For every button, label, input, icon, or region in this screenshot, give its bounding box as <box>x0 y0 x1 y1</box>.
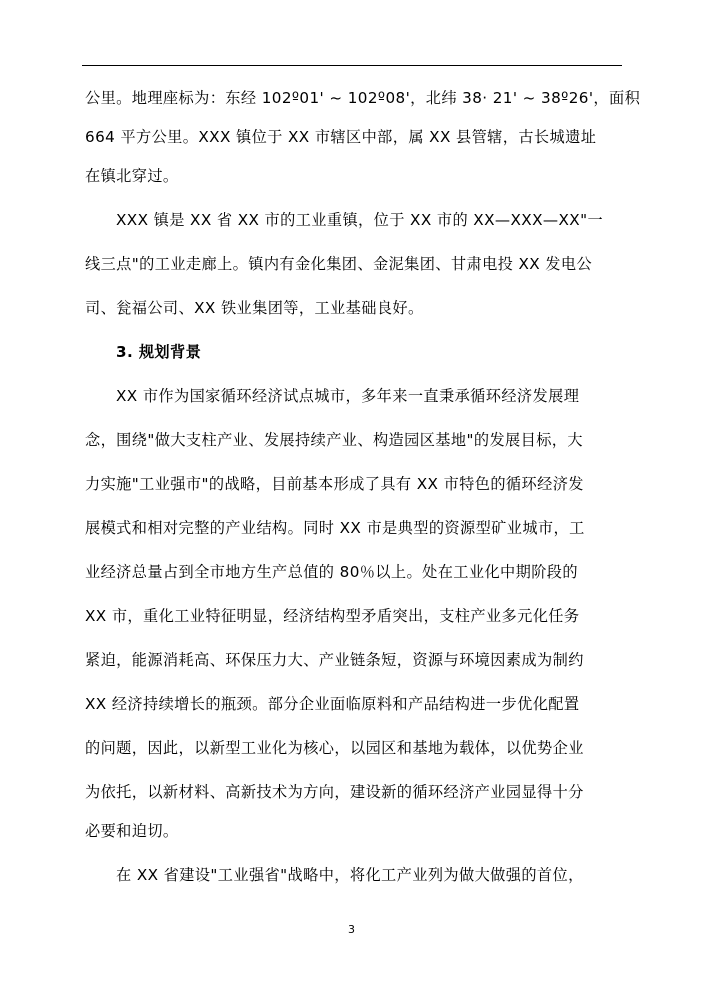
paragraph-3-line-11: 必要和迫切。 <box>85 822 179 840</box>
paragraph-3-line-8: XX 经济持续增长的瓶颈。部分企业面临原料和产品结构进一步优化配置 <box>85 695 580 713</box>
paragraph-3-line-4: 展模式和相对完整的产业结构。同时 XX 市是典型的资源型矿业城市，工 <box>85 519 585 537</box>
paragraph-3-line-3: 力实施"工业强市"的战略，目前基本形成了具有 XX 市特色的循环经济发 <box>85 475 584 493</box>
header-rule <box>82 65 622 66</box>
paragraph-1-line-3: 在镇北穿过。 <box>85 167 179 185</box>
paragraph-3-line-1: XX 市作为国家循环经济试点城市，多年来一直秉承循环经济发展理 <box>116 387 580 405</box>
paragraph-2-line-3: 司、瓮福公司、XX 铁业集团等，工业基础良好。 <box>85 299 424 317</box>
section-heading: 3. 规划背景 <box>116 343 202 361</box>
paragraph-4-line-1: 在 XX 省建设"工业强省"战略中，将化工产业列为做大做强的首位， <box>116 866 584 884</box>
page-number: 3 <box>348 923 355 936</box>
paragraph-3-line-6: XX 市，重化工业特征明显，经济结构型矛盾突出，支柱产业多元化任务 <box>85 607 580 625</box>
paragraph-3-line-9: 的问题，因此，以新型工业化为核心，以园区和基地为载体，以优势企业 <box>85 739 584 757</box>
paragraph-3-line-2: 念，围绕"做大支柱产业、发展持续产业、构造园区基地"的发展目标，大 <box>85 431 583 449</box>
paragraph-3-line-5: 业经济总量占到全市地方生产总值的 80％以上。处在工业化中期阶段的 <box>85 563 578 581</box>
paragraph-1-line-1: 公里。地理座标为：东经 102º01' ~ 102º08'，北纬 38· 21' ~ 38º26'，面积 <box>85 89 641 107</box>
paragraph-1-line-2: 664 平方公里。XXX 镇位于 XX 市辖区中部，属 XX 县管辖，古长城遗址 <box>85 128 597 146</box>
paragraph-2-line-2: 线三点"的工业走廊上。镇内有金化集团、金泥集团、甘肃电投 XX 发电公 <box>85 255 593 273</box>
paragraph-3-line-10: 为依托，以新材料、高新技术为方向，建设新的循环经济产业园显得十分 <box>85 783 584 801</box>
paragraph-2-line-1: XXX 镇是 XX 省 XX 市的工业重镇，位于 XX 市的 XX—XXX—XX"一 <box>116 211 604 229</box>
paragraph-3-line-7: 紧迫，能源消耗高、环保压力大、产业链条短，资源与环境因素成为制约 <box>85 651 584 669</box>
